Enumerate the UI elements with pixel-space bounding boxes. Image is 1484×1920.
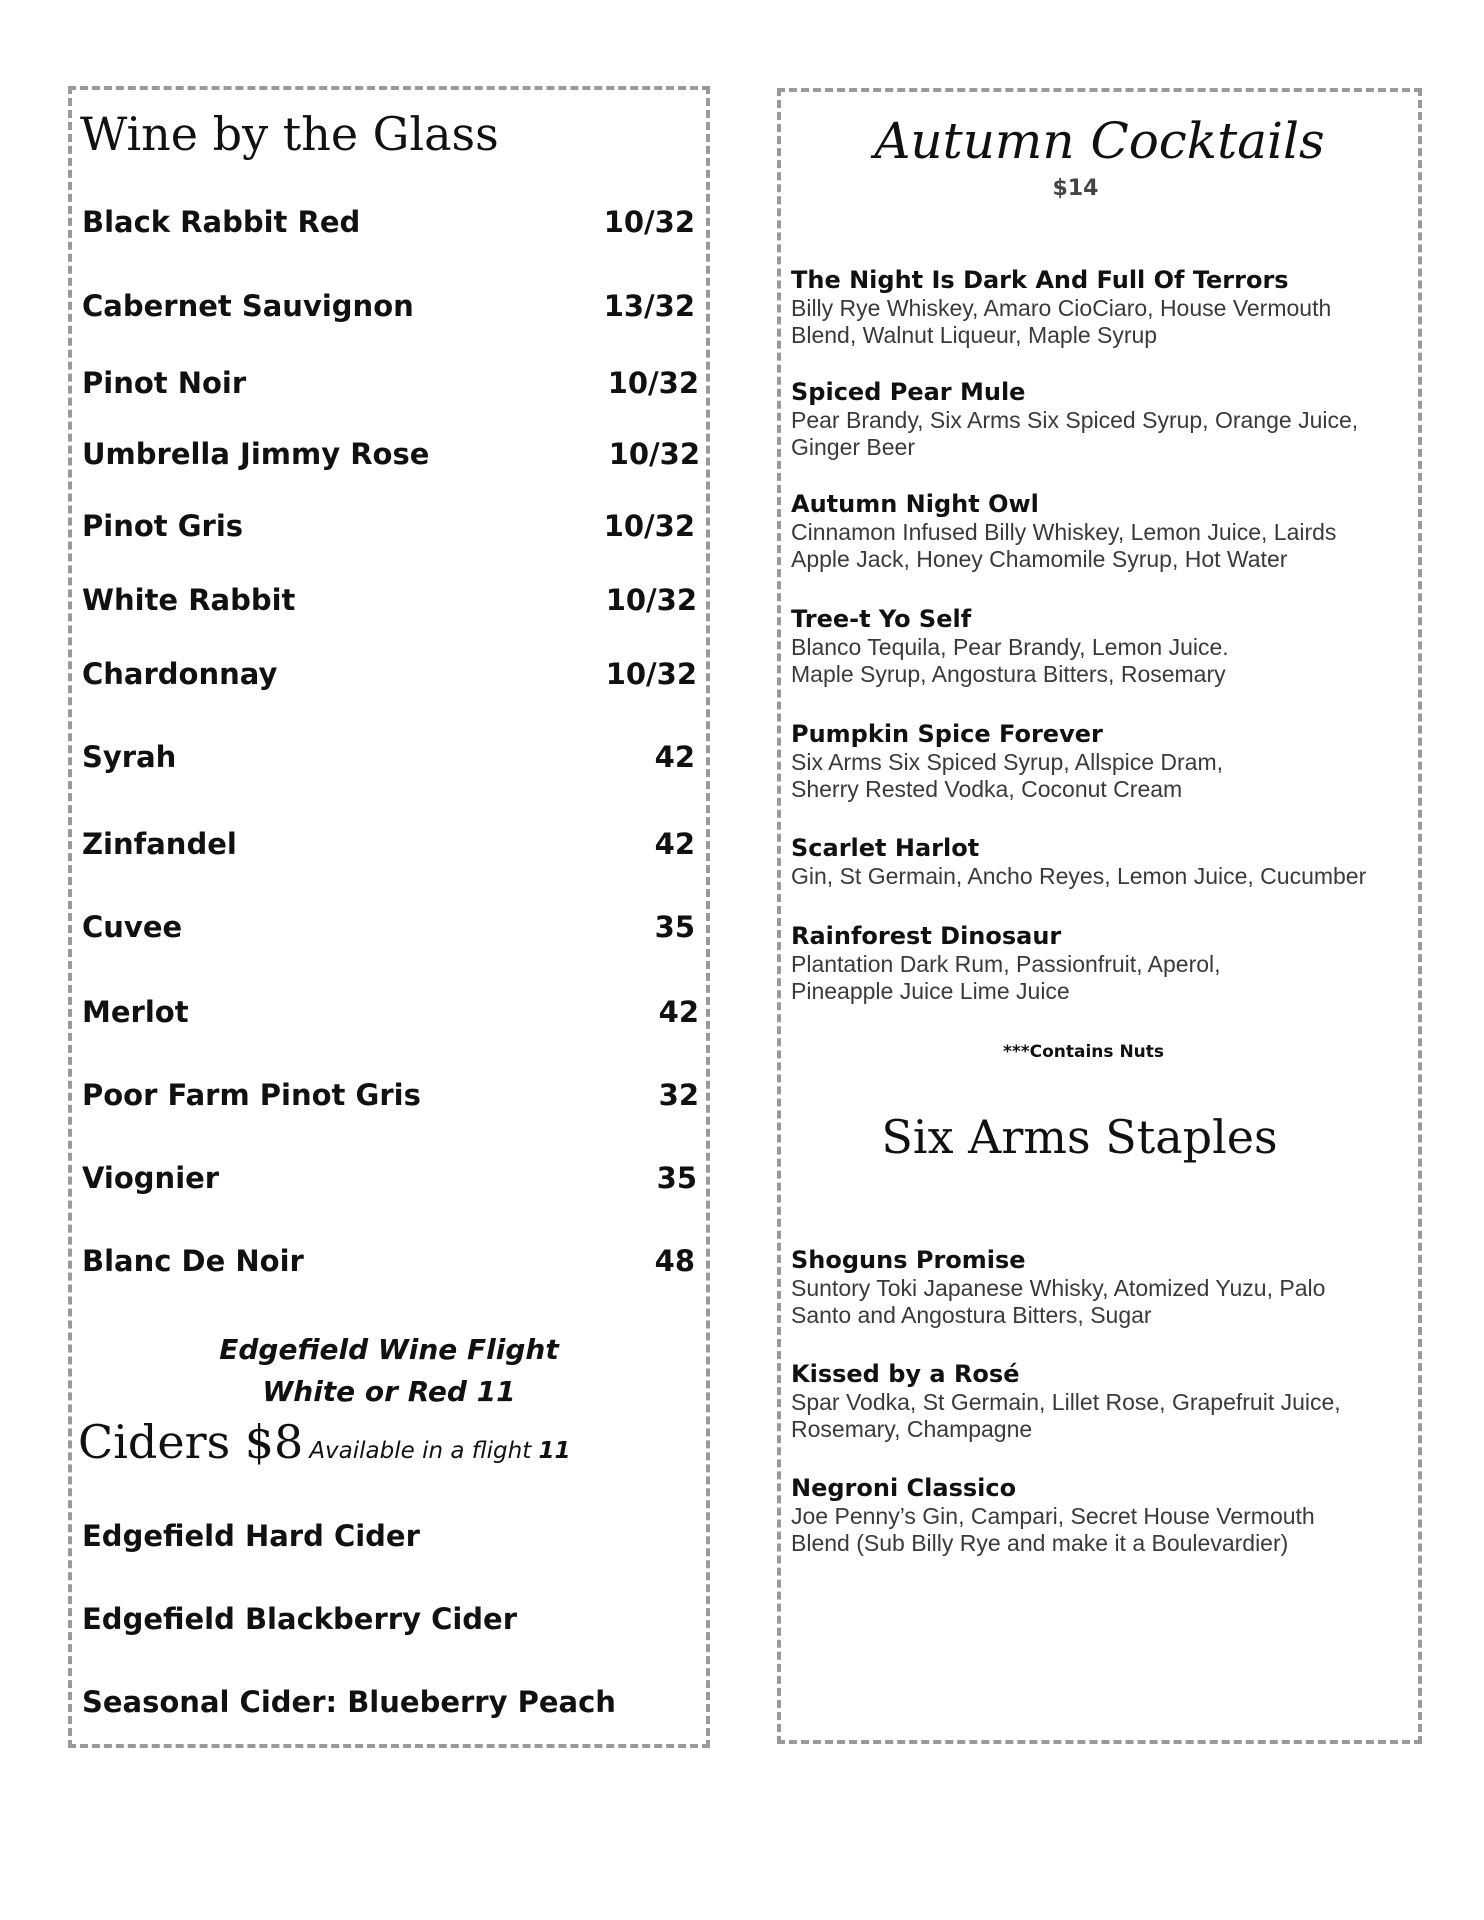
wine-item-black-rabbit-red [82,202,695,242]
cocktail-name: Pumpkin Spice Forever [791,720,1103,748]
wine-item-chardonnay [82,654,695,694]
cider-item-seasonal: Seasonal Cider: Blueberry Peach [82,1685,616,1719]
wine-name: Blanc De Noir [82,1244,304,1278]
cocktail-name: Scarlet Harlot [791,834,980,862]
staple-name: Kissed by a Rosé [791,1360,1020,1388]
cocktail-item [791,719,1411,803]
wine-price: 10/32 [603,509,695,543]
wine-item-poor-farm-pinot-gris [82,1075,699,1115]
staple-description: Spar Vodka, St Germain, Lillet Rose, Grapefruit Juice, Rosemary, Champagne [791,1389,1341,1442]
ciders-flight-text: Available in a flight [309,1438,532,1464]
cocktail-description: Cinnamon Infused Billy Whiskey, Lemon Juice, Lairds Apple Jack, Honey Chamomile Syrup, Hot Water [791,519,1337,572]
wine-price: 10/32 [607,366,699,400]
wine-name: Umbrella Jimmy Rose [82,437,430,471]
cocktail-description: Gin, St Germain, Ancho Reyes, Lemon Juice, Cucumber [791,863,1367,889]
wine-price: 42 [658,995,699,1029]
cocktail-description: Plantation Dark Rum, Passionfruit, Aperol, Pineapple Juice Lime Juice [791,951,1221,1004]
cocktail-item [791,604,1411,688]
ciders-flight-price: 11 [538,1438,571,1464]
staple-description: Joe Penny’s Gin, Campari, Secret House Vermouth Blend (Sub Billy Rye and make it a Boulevardier) [791,1503,1315,1556]
wine-name: Viognier [82,1161,220,1195]
wine-price: 35 [656,1161,697,1195]
wine-item-blanc-de-noir [82,1241,695,1281]
wine-item-umbrella-jimmy-rose [82,434,700,474]
wine-item-viognier [82,1158,695,1198]
wine-flight-title: Edgefield Wine Flight [219,1333,559,1366]
cocktail-description: Pear Brandy, Six Arms Six Spiced Syrup, Orange Juice, Ginger Beer [791,407,1359,460]
wine-price: 35 [654,910,695,944]
wine-name: Black Rabbit Red [82,205,361,239]
wine-item-pinot-noir [82,363,699,403]
cocktail-item [791,489,1411,573]
wine-price: 48 [654,1244,695,1278]
ciders-flight-note [309,1438,570,1464]
wine-item-zinfandel [82,824,695,864]
wine-price: 13/32 [603,289,695,323]
cocktail-description: Billy Rye Whiskey, Amaro CioCiaro, House Vermouth Blend, Walnut Liqueur, Maple Syrup [791,295,1332,348]
wine-item-syrah [82,737,695,777]
cocktail-name: Tree-t Yo Self [791,605,972,633]
cocktail-name: The Night Is Dark And Full Of Terrors [791,266,1289,294]
wine-name: Poor Farm Pinot Gris [82,1078,421,1112]
cider-item-blackberry: Edgefield Blackberry Cider [82,1602,518,1636]
cocktail-item [791,377,1411,461]
wine-price: 42 [654,827,695,861]
wine-name: Merlot [82,995,189,1029]
staple-name: Negroni Classico [791,1474,1017,1502]
staple-item [791,1473,1411,1557]
wine-name: White Rabbit [82,583,296,617]
wine-name: Chardonnay [82,657,278,691]
wine-price: 10/32 [605,657,697,691]
cider-item-hard: Edgefield Hard Cider [82,1519,420,1553]
cocktail-panel [777,88,1422,1744]
cocktail-item [791,265,1411,349]
wine-price: 10/32 [605,583,697,617]
staple-item [791,1359,1411,1443]
wine-item-merlot [82,992,699,1032]
cocktail-item [791,921,1411,1005]
wine-name: Syrah [82,740,177,774]
ciders-heading [78,1410,571,1483]
wine-price: 32 [658,1078,699,1112]
staples-title: Six Arms Staples [881,1110,1278,1164]
wine-panel [68,86,710,1748]
cocktail-name: Rainforest Dinosaur [791,922,1062,950]
wine-title: Wine by the Glass [80,107,499,161]
contains-nuts-note: ***Contains Nuts [1002,1042,1165,1062]
wine-name: Cabernet Sauvignon [82,289,414,323]
cocktail-description: Six Arms Six Spiced Syrup, Allspice Dram, Sherry Rested Vodka, Coconut Cream [791,749,1224,802]
wine-name: Pinot Noir [82,366,247,400]
cocktails-price: $14 [1052,176,1099,201]
staple-item [791,1245,1411,1329]
wine-price: 10/32 [608,437,700,471]
cocktails-title: Autumn Cocktails [874,112,1325,170]
wine-name: Zinfandel [82,827,237,861]
cocktail-description: Blanco Tequila, Pear Brandy, Lemon Juice. Maple Syrup, Angostura Bitters, Rosemary [791,634,1229,687]
wine-item-cuvee [82,907,695,947]
cocktail-name: Spiced Pear Mule [791,378,1026,406]
ciders-title: Ciders $8 [78,1415,304,1469]
wine-price: 10/32 [603,205,695,239]
wine-name: Pinot Gris [82,509,244,543]
staple-name: Shoguns Promise [791,1246,1026,1274]
wine-name: Cuvee [82,910,183,944]
wine-item-pinot-gris [82,506,695,546]
wine-flight-price: White or Red 11 [262,1375,516,1408]
wine-price: 42 [654,740,695,774]
staple-description: Suntory Toki Japanese Whisky, Atomized Yuzu, Palo Santo and Angostura Bitters, Sugar [791,1275,1326,1328]
wine-item-cabernet-sauvignon [82,286,695,326]
cocktail-name: Autumn Night Owl [791,490,1039,518]
cocktail-item [791,833,1411,890]
wine-item-white-rabbit [82,580,695,620]
